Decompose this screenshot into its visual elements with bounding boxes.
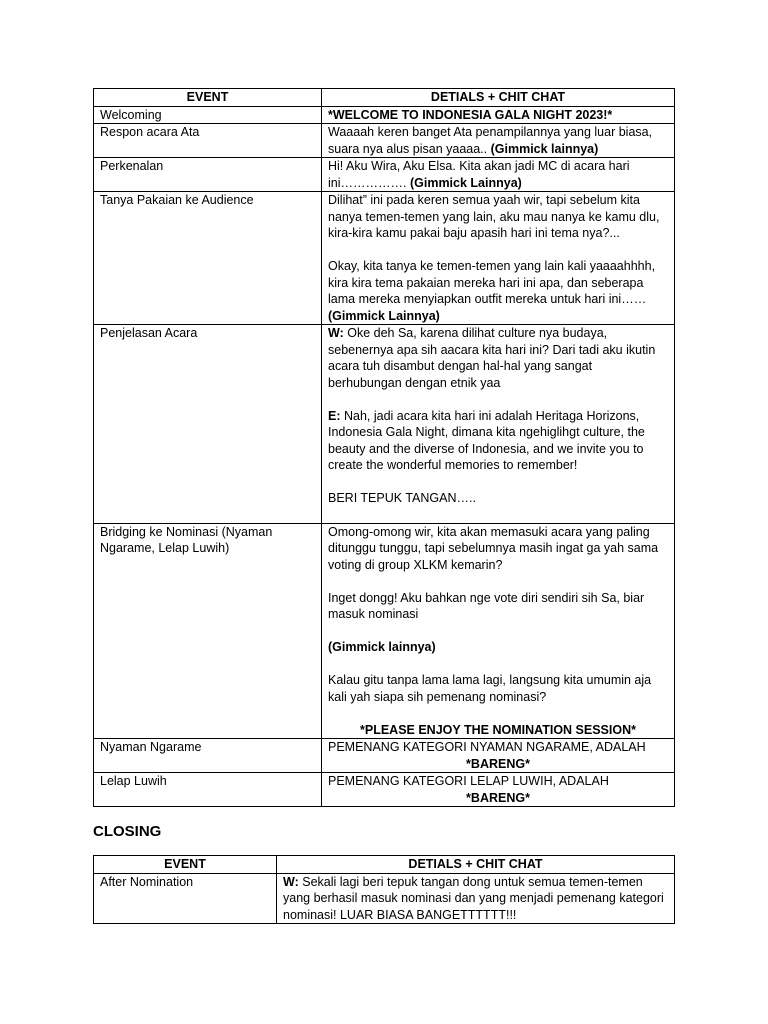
event-cell: Nyaman Ngarame: [94, 739, 322, 773]
detail-cell: [322, 124, 675, 158]
detail-paragraph: BERI TEPUK TANGAN…..: [328, 491, 476, 505]
details-header: DETIALS + CHIT CHAT: [277, 856, 675, 874]
table-header-row: [94, 89, 675, 107]
detail-cell: [322, 325, 675, 524]
detail-paragraph: [328, 408, 668, 474]
detail-cell: [277, 873, 675, 924]
speaker-text: Nah, jadi acara kita hari ini adalah Heritaga Horizons, Indonesia Gala Night, dimana kita ngehiglihgt culture, the beauty and the diverse of Indonesia, and we invite you to create the wonderful memories to remember!: [328, 408, 645, 472]
event-header: EVENT: [94, 89, 322, 107]
detail-cell: [322, 739, 675, 773]
detail-cell: [322, 158, 675, 192]
bareng-text: *BARENG*: [466, 756, 530, 771]
table-row: [94, 325, 675, 524]
detail-paragraph: Dilihat” ini pada keren semua yaah wir, tapi sebelum kita nanya temen-temen yang lain, aku mau nanya ke kamu dlu, kira-kira kamu pakai baju apasih hari ini tema nya?...: [328, 193, 660, 240]
table-header-row: [94, 856, 675, 874]
event-cell: Bridging ke Nominasi (Nyaman Ngarame, Lelap Luwih): [94, 523, 322, 739]
table-row: [94, 192, 675, 325]
detail-cell: *WELCOME TO INDONESIA GALA NIGHT 2023!*: [322, 106, 675, 124]
table-row: [94, 158, 675, 192]
speaker-text: Oke deh Sa, karena dilihat culture nya budaya, sebenernya apa sih aacara kita hari ini? Dari tadi aku ikutin acara tuh disambut dengan hal-hal yang sangat berhubungan dengan etnik yaa: [328, 326, 656, 390]
event-cell: Welcoming: [94, 106, 322, 124]
bareng-text: *BARENG*: [466, 790, 530, 805]
gimmick-text: (Gimmick lainnya): [490, 141, 599, 156]
detail-paragraph: Okay, kita tanya ke temen-temen yang lain kali yaaaahhhh, kira kira tema pakaian mereka hari ini apa, dan seberapa lama mereka menyiapkan outfit mereka untuk hari ini……: [328, 259, 656, 306]
event-cell: Lelap Luwih: [94, 773, 322, 807]
table-row: [94, 739, 675, 773]
speaker-label: E:: [328, 408, 341, 423]
event-cell: Tanya Pakaian ke Audience: [94, 192, 322, 325]
event-header: EVENT: [94, 856, 277, 874]
gimmick-text: (Gimmick Lainnya): [328, 308, 440, 323]
gimmick-text: (Gimmick lainnya): [328, 640, 436, 654]
detail-paragraph: Inget dongg! Aku bahkan nge vote diri sendiri sih Sa, biar masuk nominasi: [328, 590, 645, 621]
detail-text: Waaaah keren banget Ata penampilannya yang luar biasa, suara nya alus pisan yaaaa..: [328, 125, 653, 156]
detail-text: Hi! Aku Wira, Aku Elsa. Kita akan jadi MC di acara hari ini…………….: [328, 159, 630, 190]
rundown-table: [93, 88, 675, 807]
detail-cell: [322, 523, 675, 739]
event-cell: Respon acara Ata: [94, 124, 322, 158]
table-row: [94, 106, 675, 124]
event-cell: Penjelasan Acara: [94, 325, 322, 524]
detail-paragraph: PEMENANG KATEGORI NYAMAN NGARAME, ADALAH: [328, 740, 646, 754]
table-row: [94, 873, 675, 924]
closing-heading: CLOSING: [93, 823, 162, 840]
table-row: [94, 773, 675, 807]
speaker-label: W:: [328, 326, 344, 340]
details-header: DETIALS + CHIT CHAT: [322, 89, 675, 107]
event-cell: Perkenalan: [94, 158, 322, 192]
detail-cell: [322, 192, 675, 325]
enjoy-text: *PLEASE ENJOY THE NOMINATION SESSION*: [360, 722, 636, 737]
detail-paragraph: Kalau gitu tanpa lama lama lagi, langsung kita umumin aja kali yah siapa sih pemenang nominasi?: [328, 673, 652, 704]
detail-cell: [322, 773, 675, 807]
detail-paragraph: [328, 325, 668, 391]
table-row: [94, 124, 675, 158]
speaker-label: W:: [283, 874, 299, 889]
detail-paragraph: PEMENANG KATEGORI LELAP LUWIH, ADALAH: [328, 774, 609, 788]
table-row: [94, 523, 675, 739]
detail-paragraph: Omong-omong wir, kita akan memasuki acara yang paling ditunggu tunggu, tapi sebelumnya masih ingat ga yah sama voting di group XLKM kemarin?: [328, 524, 659, 572]
event-cell: After Nomination: [94, 873, 277, 924]
gimmick-text: (Gimmick Lainnya): [409, 175, 522, 190]
closing-table: [93, 855, 675, 924]
speaker-text: Sekali lagi beri tepuk tangan dong untuk semua temen-temen yang berhasil masuk nominasi dan yang menjadi pemenang kategori nominasi! LUAR BIASA BANGETTTTTT!!!: [283, 874, 664, 922]
